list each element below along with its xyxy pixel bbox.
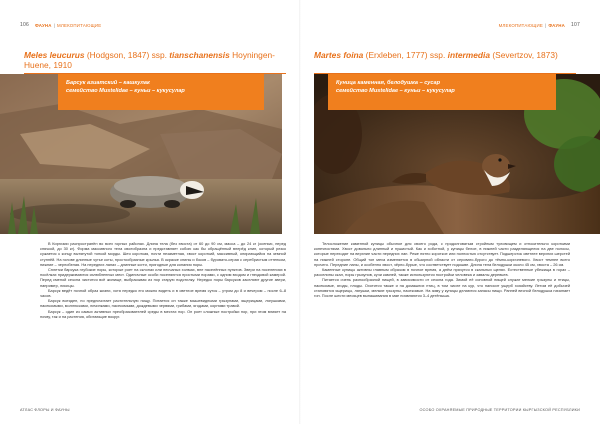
caption-common-name: Куница каменная, белодушка – сусар bbox=[336, 80, 441, 86]
species-author: (Erxleben, 1777) bbox=[365, 50, 428, 60]
running-header bbox=[499, 20, 580, 30]
paragraph: Каменные куницы активны главным образом в ночное время, а днём прячутся в скальных щелях. Естественные убежища в горах – расселины скал, норы грызунов, кучи камней, также используются постройки человека и завалы деревьев. bbox=[314, 267, 570, 278]
header-section: МЛЕКОПИТАЮЩИЕ bbox=[498, 22, 543, 28]
right-page bbox=[300, 0, 600, 424]
page-number: 106 bbox=[20, 22, 29, 28]
species-latin-name: Meles leucurus bbox=[24, 50, 85, 60]
subspecies-author: (Severtzov, 1873) bbox=[492, 50, 558, 60]
header-chapter: ФАУНА bbox=[34, 22, 52, 28]
header-separator: | bbox=[53, 22, 56, 28]
subspecies-name: intermedia bbox=[447, 50, 490, 60]
ssp-label: ssp. bbox=[429, 50, 446, 60]
header-chapter: ФАУНА bbox=[548, 22, 566, 28]
header-separator: | bbox=[544, 22, 547, 28]
paragraph: Сплетки барсука глубокие норы, которые роет на склонах или песчаных холмах, вне населённых пунктов. Звери на поселениях в посёлках придерживаются излюбленных мест. Одиночные особи поселяются простыми норами, с одним входом и гнездовой камерой. Перед сменой сезона чистится всё жилище, выбрасывая из нор старую подстилку. Нередко норы барсуков заселяют другие звери, например, лисицы. bbox=[40, 267, 286, 288]
running-header bbox=[20, 20, 101, 30]
species-title bbox=[24, 50, 286, 70]
caption-common-name: Барсук азиатский – кашкулак bbox=[66, 80, 150, 86]
paragraph: Телосложение каменной куницы обычное для своего рода, с продолговатым стройным туловищем и относительно короткими конечностями. Хвост довольно длинный и пушистый. Как и хоботной, у куницы белое, в нижней части разделяющееся на две полосы, которые переходят на верхние части передних лап. Реже пятно короткое или полностью отсутствует. Подшерсток светлее верхних шерстей на нижней стороне. Общий тон меха изменяется в обширной области от серовато-бурого до тёмно-коричневого. Хвост темнее всего прочего. Передние лапы, и особенно хвост, чёрно-бурые, что соответствует подошве. Длина тела белодушки около 45 см, хвоста – 26 см. bbox=[314, 241, 570, 267]
species-latin-name: Martes foina bbox=[314, 50, 364, 60]
page-number: 107 bbox=[571, 22, 580, 28]
species-caption bbox=[58, 74, 264, 110]
paragraph: Питается очень разнообразной пищей, в зависимости от сезона года. Зимой её основной пищей служат мелкие грызуны и птицы, насекомые, ягоды, плоды. Охотится также и на домашних птиц, в том числе на кур, что наносит ущерб хозяйству. Летом её добычей становятся ящерицы, лягушки, мелкие грызуны, насекомые. На зиму у куницы делаются запасы пищи. Ранней весной белодушка начинает гон. После шести месяцев вынашивания в мае появляются 3–4 детёныша. bbox=[314, 277, 570, 299]
footer: АТЛАС ФЛОРЫ И ФАУНЫ bbox=[20, 408, 70, 412]
species-author: (Hodgson, 1847) bbox=[86, 50, 150, 60]
subspecies-author: Hoyningen-Huene, 1910 bbox=[24, 50, 275, 70]
paragraph: Барсук всеяден, но предпочитает растительную пищу. Питается он также мышевидными грызунами, ящерицами, лягушками, насекомыми, моллюсками, личинками, насекомыми, дождевыми червями, грибами, ягодами, корнями травой. bbox=[40, 298, 286, 309]
caption-family: семейство Mustelidae – куньи – кукусулар bbox=[66, 87, 185, 94]
footer: ОСОБО ОХРАНЯЕМЫЕ ПРИРОДНЫЕ ТЕРРИТОРИИ КЫРГЫЗСКОЙ РЕСПУБЛИКИ bbox=[419, 408, 580, 412]
paragraph: Барсук – один из самых активных преобразователей среды в местах нор. Он роет сложные постройки нор, при этом влияет на почву, так и на растения, обитающие вокруг. bbox=[40, 308, 286, 319]
species-caption bbox=[328, 74, 556, 110]
subspecies-name: tianschanensis bbox=[169, 50, 230, 60]
article-body bbox=[314, 241, 570, 298]
article-body bbox=[40, 241, 286, 319]
species-title bbox=[314, 50, 576, 60]
ssp-label: ssp. bbox=[151, 50, 167, 60]
paragraph: Барсук ведёт ночной образ жизни, хотя нередко его можно видеть и в светлое время суток – утром до 8 и вечером – после 6–8 часов. bbox=[40, 287, 286, 299]
header-section: МЛЕКОПИТАЮЩИЕ bbox=[57, 22, 102, 28]
caption-family: семейство Mustelidae – куньи – кукусулар bbox=[336, 87, 455, 94]
paragraph: В Киргизии распространён во всех горных районах. Длина тела (без хвоста) от 60 до 90 см, масса – до 24 кг (осенью, перед спячкой, до 30 кг). Форма массивного тела своеобразна и представляет собою как бы обращённый вперёд клин, который резко сужается к концу вытянутой тонкой морды. Шея короткая, почти незаметная, хвост короткий, массивный, опирающийся на земной ступнёй. На голове длинные чутье коты, простообразные крылья. В окраске спины и боков – буровато-серая с серебристым оттенком, нижние – чернобелая. На передних лапах – длинные когти, пригодные для копания норы. bbox=[40, 241, 286, 267]
